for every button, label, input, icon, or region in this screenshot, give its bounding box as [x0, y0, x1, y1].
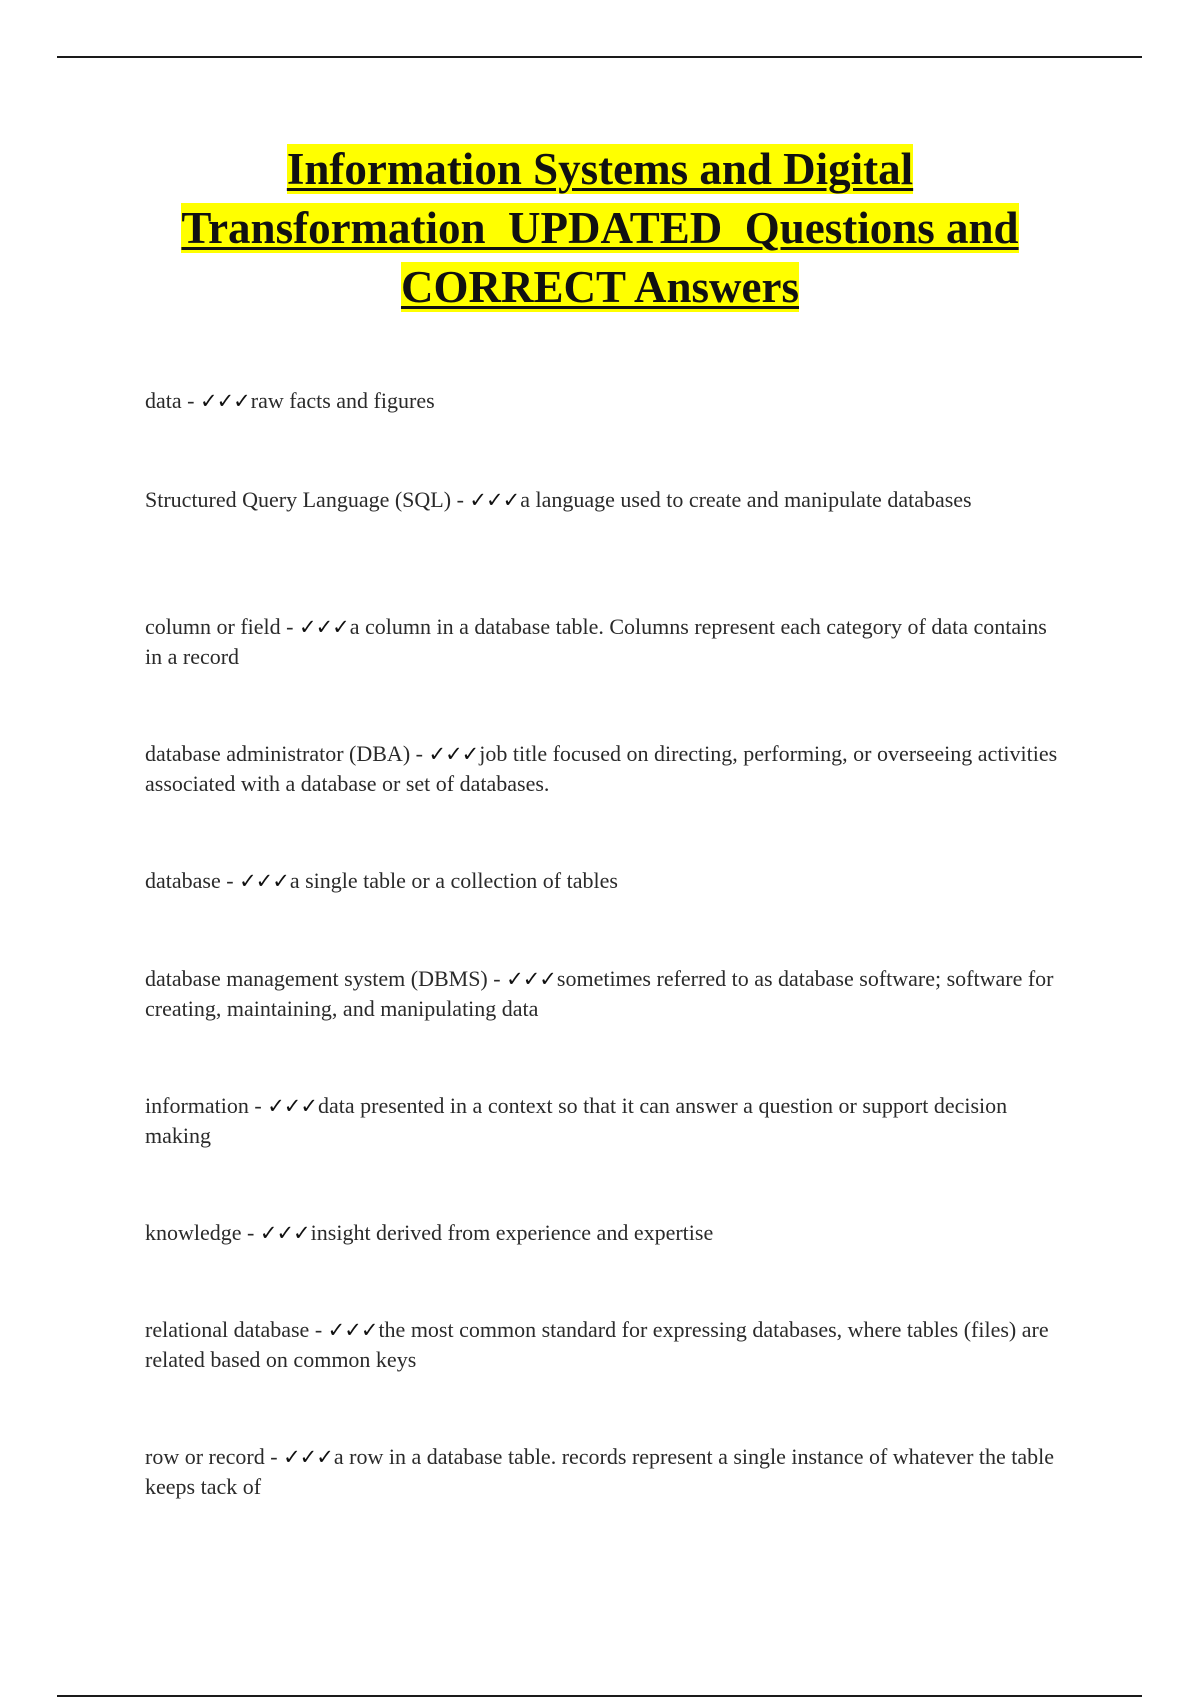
- flashcard-entry: [145, 1091, 1065, 1151]
- flashcard-entry: [145, 739, 1065, 799]
- entry-term: knowledge: [145, 1220, 242, 1245]
- entry-separator: -: [241, 1220, 260, 1245]
- flashcard-entry: [145, 866, 1065, 896]
- entry-separator: -: [451, 487, 470, 512]
- check-mark-icon: ✓✓✓: [199, 389, 250, 413]
- entry-definition: insight derived from experience and expertise: [310, 1220, 714, 1245]
- top-rule: [57, 56, 1142, 58]
- check-mark-icon: ✓✓✓: [428, 742, 479, 766]
- flashcard-entry: [145, 1218, 1065, 1248]
- title-line-3: CORRECT Answers: [401, 262, 799, 312]
- flashcard-entry: [145, 1442, 1065, 1502]
- entry-definition: job title focused on directing, performing, or overseeing activities associated with a database or set of databases.: [145, 741, 1058, 796]
- entry-term: information: [145, 1093, 249, 1118]
- entry-separator: -: [248, 1093, 268, 1118]
- entry-separator: -: [220, 868, 240, 893]
- check-mark-icon: ✓✓✓: [283, 1445, 333, 1469]
- entry-definition: a language used to create and manipulate databases: [520, 487, 972, 512]
- check-mark-icon: ✓✓✓: [506, 967, 556, 991]
- title-line-2: Transformation UPDATED Questions and: [181, 203, 1019, 253]
- entry-separator: -: [264, 1444, 284, 1469]
- check-mark-icon: ✓✓✓: [298, 615, 349, 639]
- entry-term: data: [145, 388, 182, 413]
- entry-separator: -: [280, 614, 299, 639]
- flashcard-entry: [145, 612, 1065, 672]
- entry-separator: -: [309, 1317, 328, 1342]
- check-mark-icon: ✓✓✓: [259, 1221, 310, 1245]
- title-line-1: Information Systems and Digital: [286, 144, 914, 194]
- entry-term: relational database: [145, 1317, 310, 1342]
- flashcard-entry: [145, 386, 1065, 416]
- entry-separator: -: [487, 966, 507, 991]
- entry-separator: -: [181, 388, 200, 413]
- flashcard-entry: [145, 964, 1065, 1024]
- entry-definition: raw facts and figures: [250, 388, 435, 413]
- entry-term: Structured Query Language (SQL): [145, 487, 452, 512]
- entry-definition: a column in a database table. Columns represent each category of data contains in a record: [145, 614, 1047, 669]
- entry-definition: sometimes referred to as database software; software for creating, maintaining, and manipulating data: [145, 966, 1054, 1021]
- entry-definition: the most common standard for expressing databases, where tables (files) are related based on common keys: [145, 1317, 1049, 1372]
- bottom-rule: [57, 1695, 1142, 1697]
- entry-term: column or field: [145, 614, 281, 639]
- document-title: [100, 140, 1100, 317]
- entry-separator: -: [410, 741, 429, 766]
- entry-term: row or record: [145, 1444, 265, 1469]
- entry-term: database: [145, 868, 221, 893]
- check-mark-icon: ✓✓✓: [267, 1094, 317, 1118]
- entry-definition: a single table or a collection of tables: [289, 868, 618, 893]
- entry-definition: data presented in a context so that it can answer a question or support decision making: [145, 1093, 1008, 1148]
- entry-term: database management system (DBMS): [145, 966, 488, 991]
- check-mark-icon: ✓✓✓: [239, 869, 289, 893]
- flashcard-entry: [145, 485, 1065, 515]
- entry-term: database administrator (DBA): [145, 741, 411, 766]
- check-mark-icon: ✓✓✓: [327, 1318, 378, 1342]
- flashcard-entry: [145, 1315, 1065, 1375]
- check-mark-icon: ✓✓✓: [469, 488, 520, 512]
- entry-definition: a row in a database table. records represent a single instance of whatever the table keeps tack of: [145, 1444, 1055, 1499]
